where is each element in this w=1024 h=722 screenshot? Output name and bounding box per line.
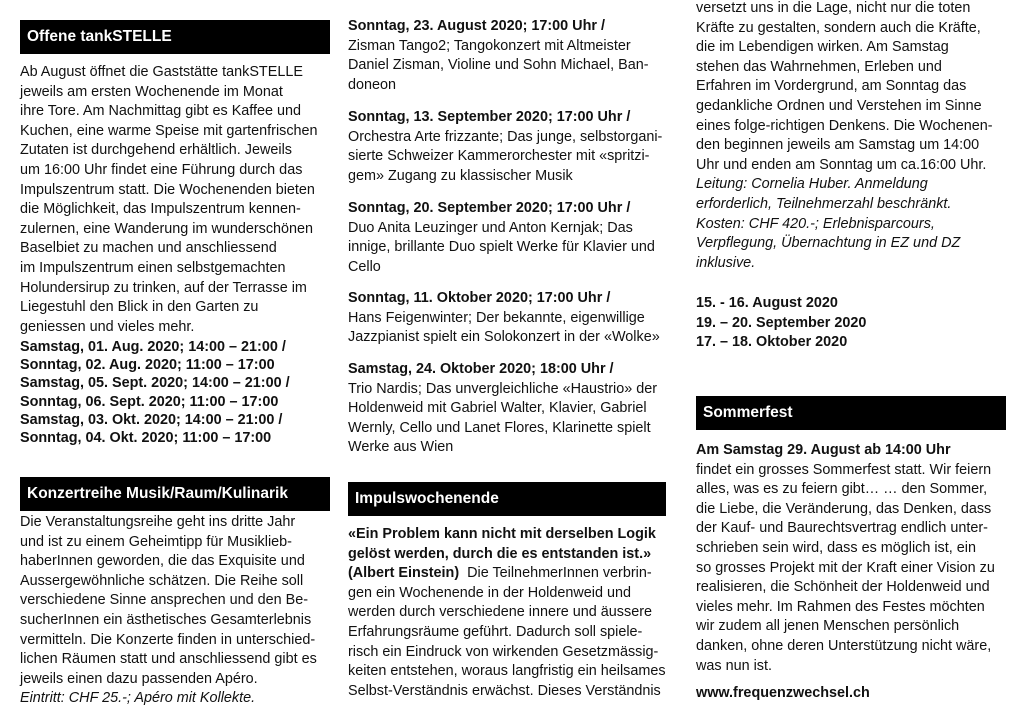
- body-line: die im Lebendigen wirken. Am Samstag: [696, 39, 949, 56]
- date-line: 19. – 20. September 2020: [696, 314, 867, 331]
- body-line: Holundersirup zu trinken, auf der Terrasse im: [20, 279, 307, 296]
- body-line: Werke aus Wien: [348, 439, 454, 456]
- body-line: lichen Räumen statt und anschliessend gibt es: [20, 651, 317, 668]
- body-line: um 16:00 Uhr findet eine Führung durch das: [20, 161, 303, 178]
- body-line: Aussergewöhnliche schätzen. Die Reihe soll: [20, 572, 304, 589]
- section-heading-konzertreihe: Konzertreihe Musik/Raum/Kulinarik: [20, 477, 330, 511]
- body-line: Trio Nardis; Das unvergleichliche «Haustrio» der: [348, 380, 657, 397]
- body-line: den beginnen jeweils am Samstag um 14:00: [696, 137, 980, 154]
- konzertreihe-body: [20, 513, 330, 709]
- body-line: Liegestuhl den Blick in den Garten zu: [20, 299, 259, 316]
- body-line: Erfahren im Vordergrund, am Sonntag das: [696, 78, 967, 95]
- body-line: haberInnen geworden, die das Exquisite und: [20, 553, 305, 570]
- body-line: schrieben sein wird, dass es möglich ist, ein: [696, 539, 976, 556]
- body-line: Impulszentrum statt. Die Wochenenden bieten: [20, 181, 315, 198]
- section-heading-impulswochenende: Impulswochenende: [348, 482, 666, 516]
- concert-entry: [348, 17, 666, 95]
- body-line: sierte Schweizer Kammerorchester mit «spritzi-: [348, 148, 650, 165]
- concert-entry: [348, 199, 666, 277]
- body-line: im Impulszentrum einen selbstgemachten: [20, 259, 286, 276]
- sommerfest-body: [696, 441, 1006, 676]
- author-line: [348, 564, 666, 584]
- date-line: Sonntag, 02. Aug. 2020; 11:00 – 17:00: [20, 357, 275, 374]
- date-line: Samstag, 01. Aug. 2020; 14:00 – 21:00 /: [20, 339, 286, 355]
- impuls-body: [348, 525, 666, 701]
- date-line: Samstag, 03. Okt. 2020; 14:00 – 21:00 /: [20, 411, 283, 428]
- body-line: stehen das Wahrnehmen, Erleben und: [696, 58, 942, 75]
- body-line: Erfahrungsräume geführt. Dadurch soll spiele-: [348, 623, 643, 640]
- body-line: doneon: [348, 76, 397, 93]
- body-line: verschiedene Sinne ansprechen und den Be-: [20, 592, 309, 609]
- quote-line: gelöst werden, durch die es entstanden ist.»: [348, 545, 652, 562]
- concert-date: Samstag, 24. Oktober 2020; 18:00 Uhr /: [348, 361, 614, 377]
- body-text: Die TeilnehmerInnen verbrin-: [459, 565, 652, 582]
- impuls-dates: [696, 294, 1006, 353]
- body-line: Orchestra Arte frizzante; Das junge, selbstorgani-: [348, 128, 663, 145]
- quote-author: (Albert Einstein): [348, 565, 460, 582]
- body-line: Zisman Tango2; Tangokonzert mit Altmeister: [348, 37, 631, 54]
- concert-date: Sonntag, 20. September 2020; 17:00 Uhr /: [348, 200, 631, 216]
- website-link[interactable]: www.frequenzwechsel.ch: [696, 685, 870, 701]
- info-line: erforderlich, Teilnehmerzahl beschränkt.: [696, 195, 952, 212]
- date-line: Sonntag, 04. Okt. 2020; 11:00 – 17:00: [20, 430, 272, 447]
- body-line: innige, brillante Duo spielt Werke für Klavier und: [348, 239, 655, 256]
- quote-line: «Ein Problem kann nicht mit derselben Logik: [348, 526, 656, 542]
- body-line: Selbst-Verständnis erwächst. Dieses Verständnis: [348, 682, 661, 699]
- body-line: so grosses Projekt mit der Kraft einer Vision zu: [696, 559, 995, 576]
- body-line: zulernen, eine Wanderung im wunderschönen: [20, 220, 314, 237]
- concert-entry: [348, 360, 666, 458]
- body-line: alles, was es zu feiern gibt… … den Sommer,: [696, 481, 988, 498]
- body-line: gedankliche Ordnen und Verstehen im Sinne: [696, 97, 982, 114]
- date-line: 15. - 16. August 2020: [696, 295, 838, 311]
- body-line: und ist zu einem Geheimtipp für Musiklieb-: [20, 533, 292, 550]
- body-line: risch ein Eindruck von wirkenden Gesetzmässig-: [348, 643, 659, 660]
- body-line: Daniel Zisman, Violine und Sohn Michael, Ban-: [348, 57, 649, 74]
- date-line: Sonntag, 06. Sept. 2020; 11:00 – 17:00: [20, 393, 279, 410]
- date-line: 17. – 18. Oktober 2020: [696, 334, 848, 351]
- body-line: gen ein Wochenende in der Holdenweid und: [348, 584, 631, 601]
- body-line: danken, ohne deren Unterstützung nicht wäre,: [696, 637, 992, 654]
- body-line: eines folge-richtigen Denkens. Die Wochenen-: [696, 117, 993, 134]
- body-line: was nun ist.: [696, 657, 772, 674]
- concert-date: Sonntag, 13. September 2020; 17:00 Uhr /: [348, 109, 631, 125]
- body-line: jeweils am ersten Wochenende im Monat: [20, 83, 283, 100]
- body-line: Hans Feigenwinter; Der bekannte, eigenwillige: [348, 309, 645, 326]
- body-line: Kräfte zu gestalten, sondern auch die Kräfte,: [696, 19, 981, 36]
- body-line: Kuchen, eine warme Speise mit gartenfrischen: [20, 122, 318, 139]
- info-line: inklusive.: [696, 254, 756, 271]
- body-line: die Liebe, die Veränderung, das Denken, dass: [696, 500, 992, 517]
- sommerfest-lead: Am Samstag 29. August ab 14:00 Uhr: [696, 442, 951, 458]
- section-heading-sommerfest: Sommerfest: [696, 396, 1006, 430]
- body-line: Wernly, Cello und Lanet Flores, Klarinette spielt: [348, 419, 651, 436]
- body-line: werden durch verschiedene innere und äussere: [348, 604, 652, 621]
- concert-date: Sonntag, 11. Oktober 2020; 17:00 Uhr /: [348, 290, 611, 306]
- body-line: ihre Tore. Am Nachmittag gibt es Kaffee und: [20, 103, 302, 120]
- body-line: versetzt uns in die Lage, nicht nur die toten: [696, 0, 971, 16]
- body-line: Holdenweid mit Gabriel Walter, Klavier, Gabriel: [348, 400, 647, 417]
- concert-entry: [348, 108, 666, 186]
- body-line: wir zudem all jenen Menschen persönlich: [696, 618, 960, 635]
- info-line: Leitung: Cornelia Huber. Anmeldung: [696, 176, 928, 193]
- body-line: vermitteln. Die Konzerte finden in unterschied-: [20, 631, 316, 648]
- info-line: Kosten: CHF 420.-; Erlebnisparcours,: [696, 215, 935, 232]
- body-line: findet ein grosses Sommerfest statt. Wir feiern: [696, 461, 992, 478]
- body-line: gem» Zugang zu klassischer Musik: [348, 167, 573, 184]
- body-line: geniessen und vieles mehr.: [20, 318, 195, 335]
- date-line: Samstag, 05. Sept. 2020; 14:00 – 21:00 /: [20, 375, 290, 392]
- body-line: sucherInnen ein ästhetisches Gesamterlebnis: [20, 611, 312, 628]
- concert-entry: [348, 289, 666, 348]
- body-line: jeweils einen dazu passenden Apéro.: [20, 670, 258, 687]
- body-line: Die Veranstaltungsreihe geht ins dritte Jahr: [20, 514, 296, 530]
- body-line: Ab August öffnet die Gaststätte tankSTELLE: [20, 64, 303, 80]
- price-note: Eintritt: CHF 25.-; Apéro mit Kollekte.: [20, 690, 256, 707]
- impuls-continued: [696, 0, 1006, 273]
- info-line: Verpflegung, Übernachtung in EZ und DZ: [696, 235, 961, 252]
- body-line: Uhr und enden am Sonntag um ca.16:00 Uhr.: [696, 156, 987, 173]
- body-line: Zutaten ist durchgehend erhältlich. Jeweils: [20, 142, 292, 159]
- body-line: der Kauf- und Baurechtsvertrag endlich unter-: [696, 520, 988, 537]
- body-line: die Möglichkeit, das Impulszentrum kennen-: [20, 201, 301, 218]
- body-line: Cello: [348, 258, 381, 275]
- body-line: vieles mehr. Im Rahmen des Festes möchten: [696, 598, 985, 615]
- tankstelle-dates: [20, 338, 330, 447]
- section-heading-tankstelle: Offene tankSTELLE: [20, 20, 330, 54]
- concert-date: Sonntag, 23. August 2020; 17:00 Uhr /: [348, 18, 605, 34]
- body-line: Baselbiet zu machen und anschliessend: [20, 240, 277, 257]
- tankstelle-body: [20, 63, 330, 337]
- body-line: realisieren, die Schönheit der Holdenweid und: [696, 579, 990, 596]
- body-line: Jazzpianist spielt ein Solokonzert in der «Wolke»: [348, 329, 660, 346]
- body-line: keiten entstehen, woraus langfristig ein heilsames: [348, 663, 666, 680]
- body-line: Duo Anita Leuzinger und Anton Kernjak; Das: [348, 219, 633, 236]
